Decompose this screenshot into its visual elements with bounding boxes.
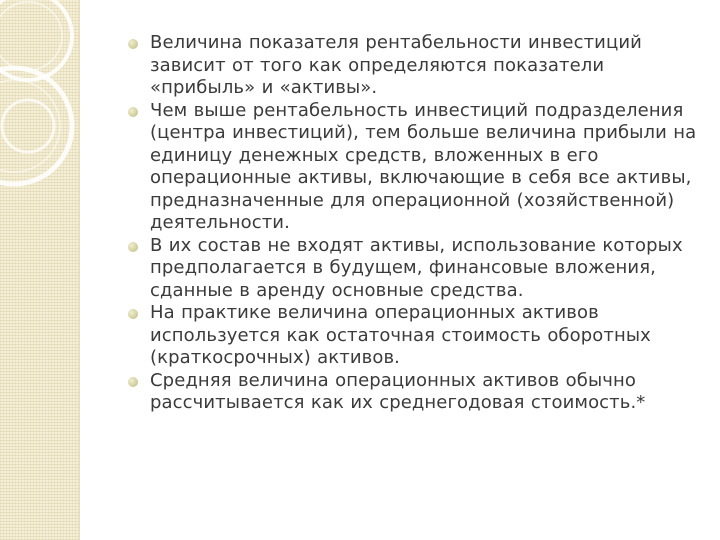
bullet-text: Чем выше рентабельность инвестиций подразделения (центра инвестиций), тем больше величина прибыли на единицу денежных средств, вложенных в его операционные активы, включающие в себя все активы, предназначенные для операционной (хозяйственной) деятельности.	[150, 99, 697, 233]
bullet-icon	[128, 39, 138, 49]
bullet-item	[128, 100, 708, 235]
bullet-text: Величина показателя рентабельности инвестиций зависит от того как определяются показатели «прибыль» и «активы».	[150, 32, 642, 98]
bullet-item	[128, 32, 708, 100]
bullet-list	[128, 32, 708, 415]
bullet-icon	[128, 377, 138, 387]
bullet-text: В их состав не входят активы, использование которых предполагается в будущем, финансовые вложения, сданные в аренду основные средства.	[150, 234, 683, 301]
bullet-text: На практике величина операционных активов используется как остаточная стоимость оборотных (краткосрочных) активов.	[150, 302, 651, 368]
bullet-icon	[128, 107, 138, 117]
bullet-text: Средняя величина операционных активов обычно рассчитывается как их среднегодовая стоимость.*	[150, 369, 646, 413]
bullet-icon	[128, 309, 138, 319]
decorative-side-panel	[0, 0, 80, 540]
bullet-item	[128, 235, 708, 303]
slide-content	[128, 32, 708, 415]
decorative-circles-graphic	[0, 0, 79, 540]
bullet-item	[128, 302, 708, 370]
bullet-icon	[128, 242, 138, 252]
bullet-item	[128, 370, 708, 415]
